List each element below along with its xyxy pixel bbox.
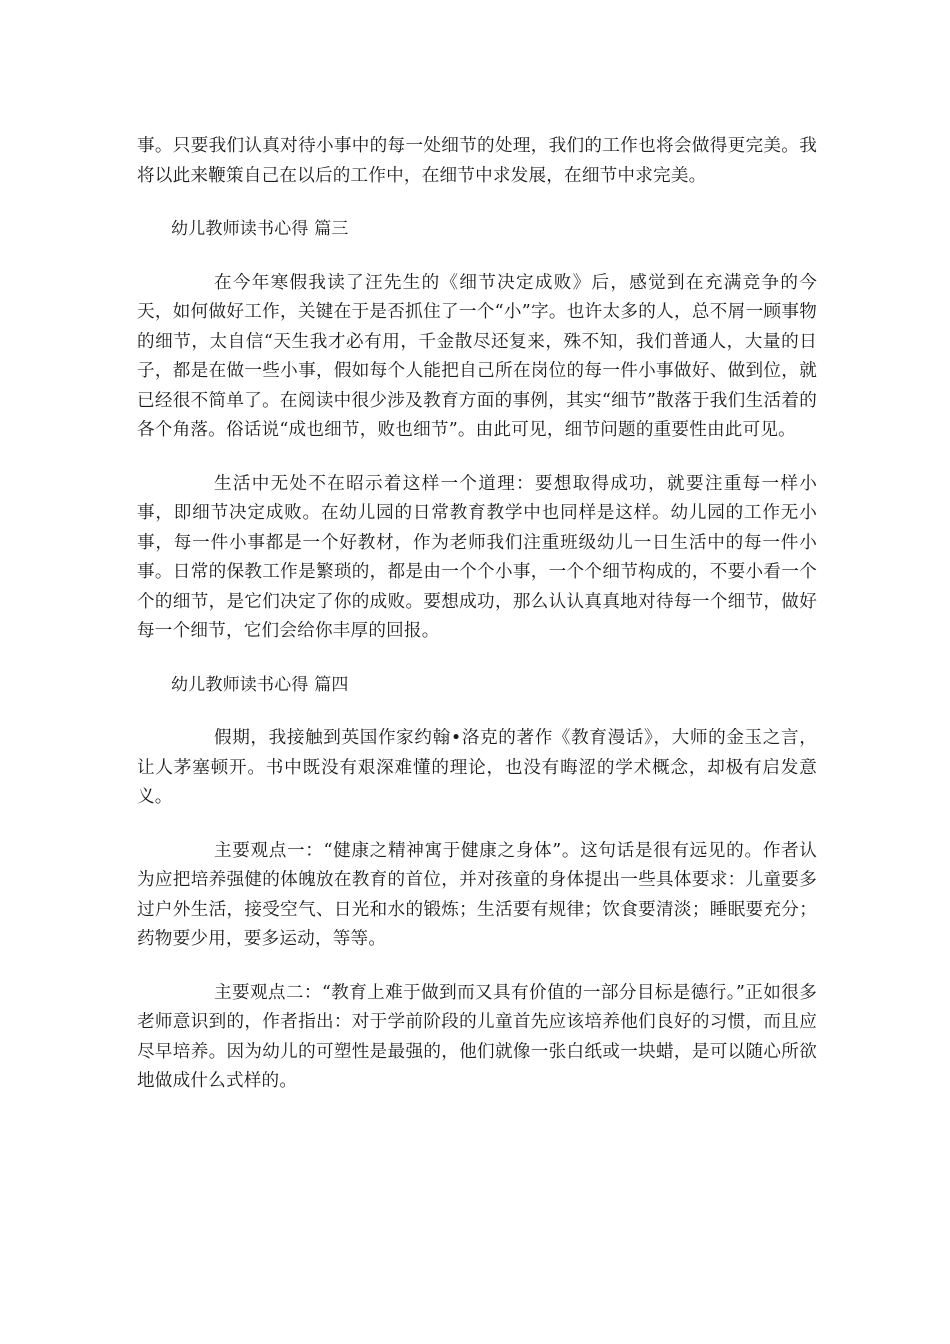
paragraph-continuation: 事。只要我们认真对待小事中的每一处细节的处理，我们的工作也将会做得更完美。我将以此来鞭策自己在以后的工作中，在细节中求发展，在细节中求完美。 [137, 136, 817, 186]
paragraph-viewpoint-1: 主要观点一：“健康之精神寓于健康之身体”。这句话是很有远见的。作者认为应把培养强健的体魄放在教育的首位，并对孩童的身体提出一些具体要求：儿童要多过户外生活，接受空气、日光和水的锻炼；生活要有规律；饮食要清淡；睡眠要充分；药物要少用，要多运动，等等。 [137, 840, 817, 949]
paragraph-viewpoint-2: 主要观点二：“教育上难于做到而又具有价值的一部分目标是德行。”正如很多老师意识到的，作者指出：对于学前阶段的儿童首先应该培养他们良好的习惯，而且应尽早培养。因为幼儿的可塑性是最强的，他们就像一张白纸或一块蜡，是可以随心所欲地做成什么式样的。 [137, 982, 817, 1091]
section-heading-3: 幼儿教师读书心得 篇三 [171, 219, 349, 239]
paragraph: 在今年寒假我读了汪先生的《细节决定成败》后，感觉到在充满竞争的今天，如何做好工作，关键在于是否抓住了一个“小”字。也许太多的人，总不屑一顾事物的细节，太自信“天生我才必有用，千金散尽还复来，殊不知，我们普通人，大量的日子，都是在做一些小事，假如每个人能把自己所在岗位的每一件小事做好、做到位，就已经很不简单了。在阅读中很少涉及教育方面的事例，其实“细节”散落于我们生活着的各个角落。俗话说“成也细节，败也细节”。由此可见，细节问题的重要性由此可见。 [137, 272, 817, 440]
paragraph: 假期，我接触到英国作家约翰•洛克的著作《教育漫话》，大师的金玉之言，让人茅塞顿开。书中既没有艰深难懂的理论，也没有晦涩的学术概念，却极有启发意义。 [137, 728, 817, 807]
paragraph: 生活中无处不在昭示着这样一个道理：要想取得成功，就要注重每一样小事，即细节决定成败。在幼儿园的日常教育教学中也同样是这样。幼儿园的工作无小事，每一件小事都是一个好教材，作为老师我们注重班级幼儿一日生活中的每一件小事。日常的保教工作是繁琐的，都是由一个个小事，一个个细节构成的，不要小看一个个的细节，是它们决定了你的成败。要想成功，那么认认真真地对待每一个细节，做好每一个细节，它们会给你丰厚的回报。 [137, 473, 817, 641]
document-body [137, 132, 817, 1121]
section-heading-4: 幼儿教师读书心得 篇四 [171, 674, 349, 695]
